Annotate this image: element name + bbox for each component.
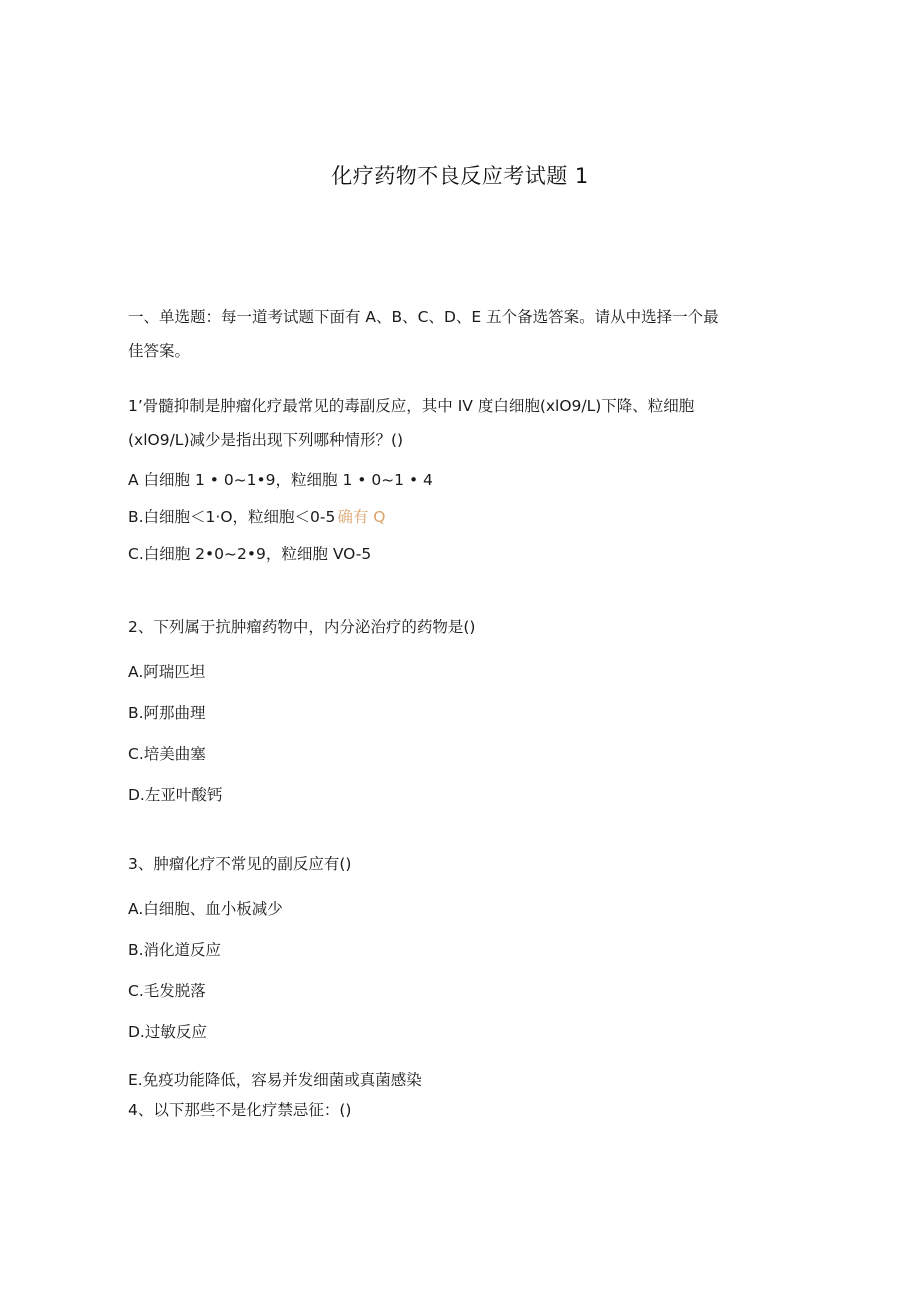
question-1-option-b [128, 506, 788, 528]
question-1-stem-line-2: (xlO9∕L)减少是指出现下列哪种情形？() [128, 431, 404, 449]
question-3-option-b: B.消化道反应 [128, 941, 222, 959]
question-2-option-a: A.阿瑞匹坦 [128, 663, 206, 681]
question-3-stem: 3、肿瘤化疗不常见的副反应有() [128, 855, 352, 873]
question-2-option-d: D.左亚叶酸钙 [128, 786, 223, 804]
question-1-option-c: C.白细胞 2•0~2•9，粒细胞 VO-5 [128, 545, 372, 563]
question-4-stem: 4、以下那些不是化疗禁忌征：() [128, 1101, 352, 1119]
question-3-option-c: C.毛发脱落 [128, 982, 206, 1000]
question-3-option-e: E.免疫功能降低，容易并发细菌或真菌感染 [128, 1071, 422, 1089]
question-1-option-a: A 白细胞 1 • 0~1•9，粒细胞 1 • 0~1 • 4 [128, 471, 433, 489]
instructions-line-1: 一、单选题：每一道考试题下面有 A、B、C、D、E 五个备选答案。请从中选择一个最 [128, 308, 719, 326]
question-2-option-c: C.培美曲塞 [128, 745, 206, 763]
handwritten-note: 确有 Q [337, 508, 386, 526]
instructions-line-2: 佳答案。 [128, 342, 191, 360]
question-2-option-b: B.阿那曲理 [128, 704, 206, 722]
question-1-option-b-text: B.白细胞＜1·O，粒细胞＜0-5 [128, 508, 336, 526]
question-1-stem-line-1: 1’骨髓抑制是肿瘤化疗最常见的毒副反应，其中 IV 度白细胞(xlO9∕L)下降、粒细胞 [128, 397, 695, 415]
question-2-stem: 2、下列属于抗肿瘤药物中，内分泌治疗的药物是() [128, 618, 476, 636]
document-title: 化疗药物不良反应考试题 1 [331, 164, 589, 188]
question-3-option-d: D.过敏反应 [128, 1023, 207, 1041]
question-3-option-a: A.白细胞、血小板减少 [128, 900, 283, 918]
